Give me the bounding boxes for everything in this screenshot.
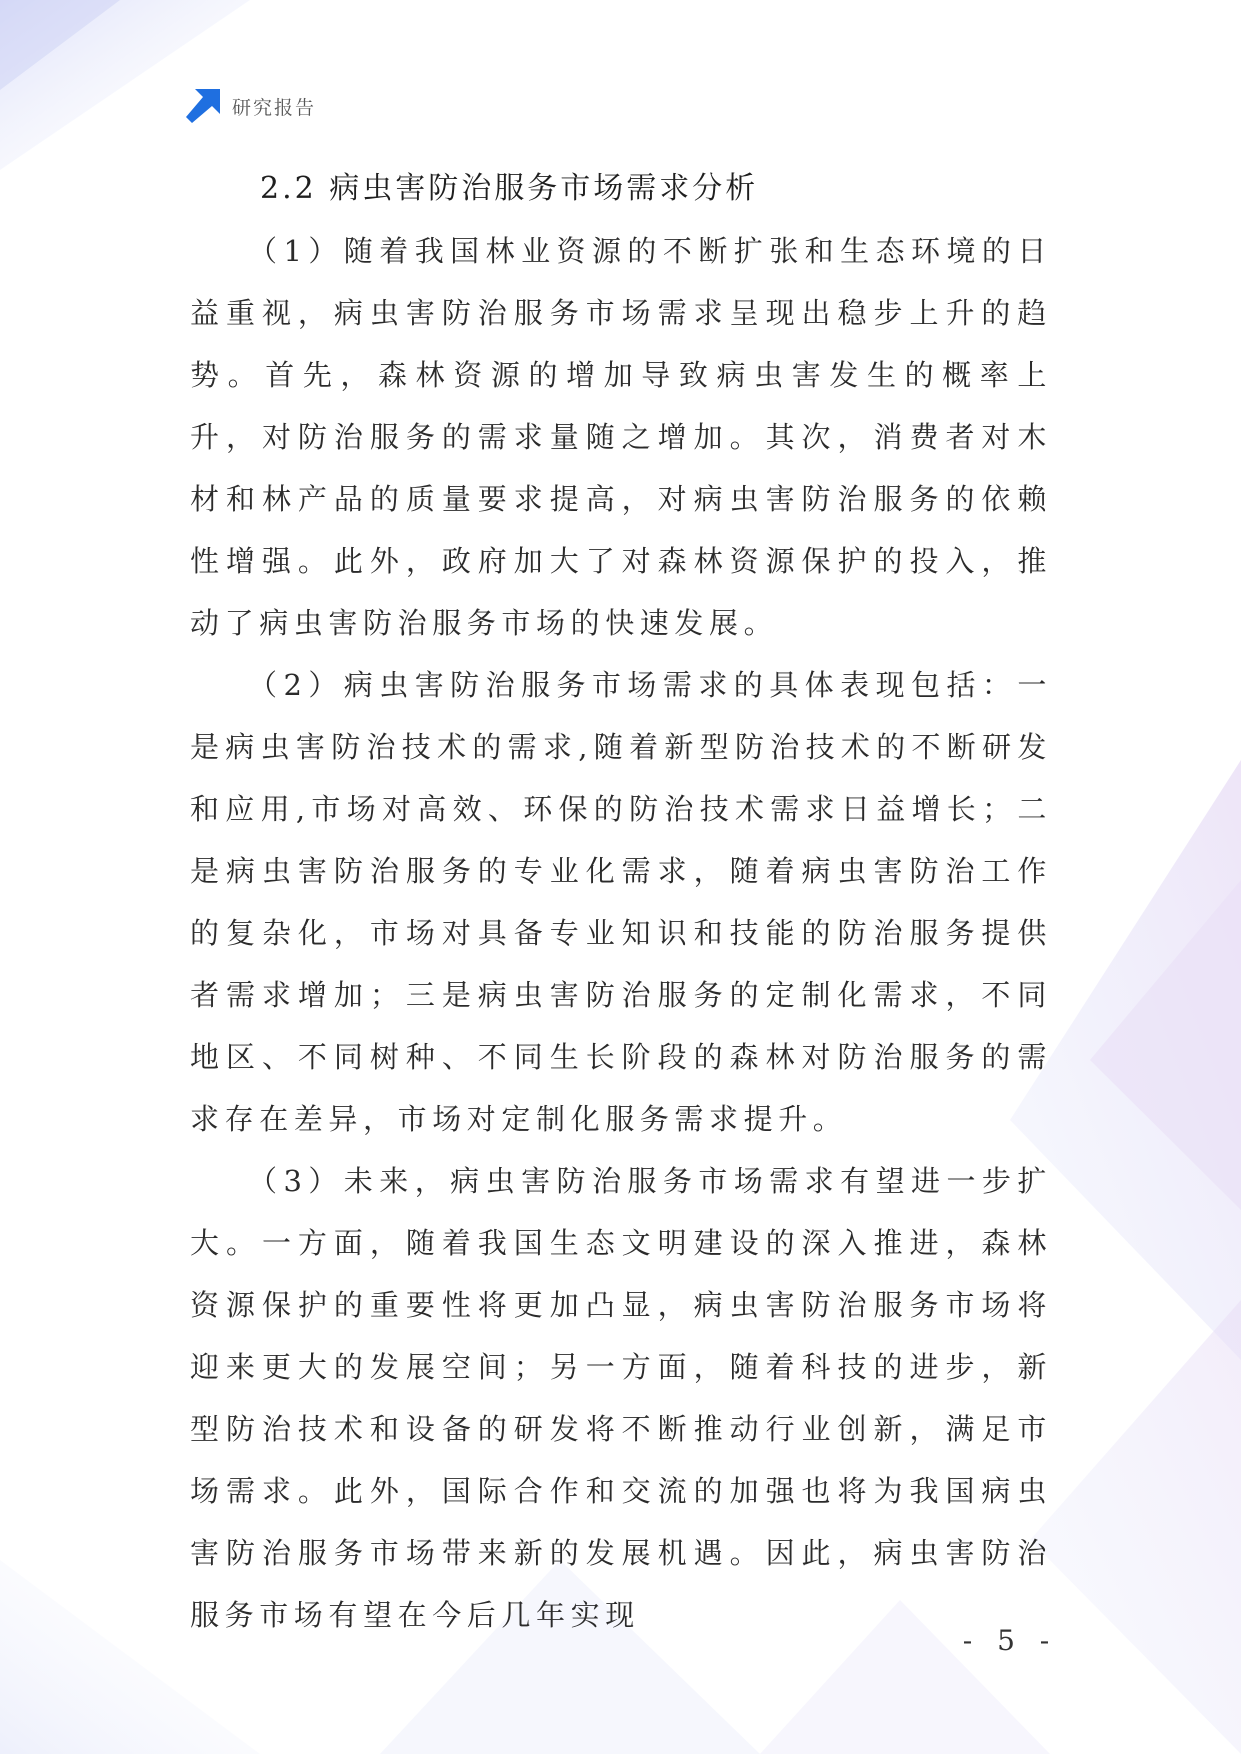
section-heading: 2.2 病虫害防治服务市场需求分析 [260, 171, 759, 206]
document-body [190, 158, 1052, 1646]
paragraph-1: （1）随着我国林业资源的不断扩张和生态环境的日益重视，病虫害防治服务市场需求呈现出稳步上升的趋势。首先，森林资源的增加导致病虫害发生的概率上升，对防治服务的需求量随之增加。其次，消费者对木材和林产品的质量要求提高，对病虫害防治服务的依赖性增强。此外，政府加大了对森林资源保护的投入，推动了病虫害防治服务市场的快速发展。 [190, 234, 1052, 640]
paragraph-3: （3）未来，病虫害防治服务市场需求有望进一步扩大。一方面，随着我国生态文明建设的深入推进，森林资源保护的重要性将更加凸显，病虫害防治服务市场将迎来更大的发展空间；另一方面，随着科技的进步，新型防治技术和设备的研发将不断推动行业创新，满足市场需求。此外，国际合作和交流的加强也将为我国病虫害防治服务市场带来新的发展机遇。因此，病虫害防治服务市场有望在今后几年实现 [190, 1164, 1052, 1632]
header-title: 研究报告 [232, 96, 317, 119]
page-number: - 5 - [962, 1624, 1058, 1657]
paragraph-2: （2）病虫害防治服务市场需求的具体表现包括：一是病虫害防治技术的需求,随着新型防治技术的不断研发和应用,市场对高效、环保的防治技术需求日益增长；二是病虫害防治服务的专业化需求，随着病虫害防治工作的复杂化，市场对具备专业知识和技能的防治服务提供者需求增加；三是病虫害防治服务的定制化需求，不同地区、不同树种、不同生长阶段的森林对防治服务的需求存在差异，市场对定制化服务需求提升。 [190, 668, 1052, 1136]
arrow-up-right-icon [186, 89, 220, 123]
report-header [186, 88, 316, 124]
